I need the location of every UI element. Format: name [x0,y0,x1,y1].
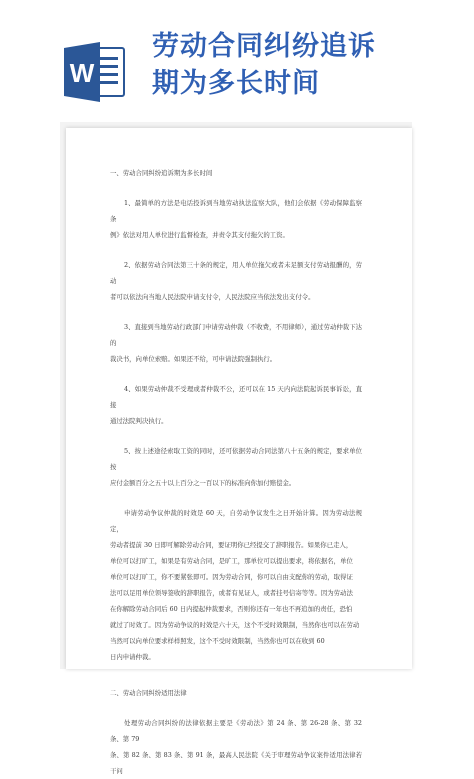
document-content [110,165,362,779]
item-2-line-1: 2、依据劳动合同法第三十条的规定，用人单位拖欠或者未足额支付劳动报酬的，劳动 [110,261,362,285]
item-1-line-1: 1、最简单的方法是电话投诉到当地劳动执法监察大队，他们会依据《劳动保障监察条 [110,199,362,223]
paragraph-line-3: 单位可以打旷工，如果是有劳动合同，是旷工，那单位可以提出要求，将依据名，单位 [110,557,353,565]
paragraph-line-8: 当然可以向单位要求样样照发，这个不受时效限制，当然你也可以在收到 60 [110,637,325,645]
law-line-2: 条、第 82 条、第 83 条、第 91 条，最高人民法院《关于审理劳动争议案件适用法律若干问 [110,751,362,775]
title-line-1: 劳动合同纠纷追诉 [152,31,376,62]
item-3-line-2: 裁决书，向单位索赔。如果还不给，可申请法院强制执行。 [110,355,277,363]
word-logo-letter: W [69,58,95,88]
title-line-2: 期为多长时间 [152,68,320,99]
header [0,0,474,112]
page-title [152,28,464,102]
item-5-line-1: 5、按上述途径索取工资的同时，还可依据劳动合同法第八十五条的规定，要求单位按 [110,447,362,471]
paragraph-line-2: 劳动者提前 30 日即可解除劳动合同，要证明你已经提交了辞职报告。如果你已走人， [110,541,353,549]
microsoft-word-icon [62,40,128,104]
item-1-line-2: 例》依法对用人单位进行监督检查，并责令其支付拖欠的工资。 [110,231,289,239]
paragraph-line-7: 就过了时效了。因为劳动争议的时效是六十天，这个不受时效限制，当然你也可以在劳动 [110,621,360,629]
paragraph-line-6: 在你解除劳动合同后 60 日内提起仲裁要求，否则你还有一年也不再追加的责任，恐怕 [110,605,353,613]
section-heading-1: 一、劳动合同纠纷追诉期为多长时间 [110,169,213,177]
section-heading-2: 二、劳动合同纠纷适用法律 [110,689,187,697]
paragraph-line-9: 日内申请仲裁。 [110,653,155,661]
item-5-line-2: 应付金额百分之五十以上百分之一百以下的标准向你加付赔偿金。 [110,479,296,487]
paragraph-line-4: 单位可以打旷工，你不要紧张即可。因为劳动合同，你可以自由支配你的劳动，取得证 [110,573,353,581]
paragraph-line-5: 法可以足用单位领导签收的辞职报告，或者有见证人，或者挂号信寄等等。因为劳动法 [110,589,353,597]
item-4-line-2: 通过法院判决执行。 [110,417,168,425]
paragraph-line-1: 申请劳动争议仲裁的时效是 60 天，自劳动争议发生之日开始计算。因为劳动法规定， [110,509,362,533]
document-page [66,128,412,775]
item-4-line-1: 4、如果劳动仲裁不受理或者仲裁不公，还可以在 15 天内向法院起诉民事诉讼，直接 [110,385,362,409]
law-line-1: 处理劳动合同纠纷的法律依据主要是《劳动法》第 24 条、第 26-28 条、第 32 条、第 79 [110,719,362,743]
item-3-line-1: 3、直接到当地劳动行政部门申请劳动仲裁（不收费，不用律师），通过劳动仲裁下达的 [110,323,362,347]
item-2-line-2: 者可以依法向当地人民法院申请支付令，人民法院应当依法发出支付令。 [110,293,315,301]
